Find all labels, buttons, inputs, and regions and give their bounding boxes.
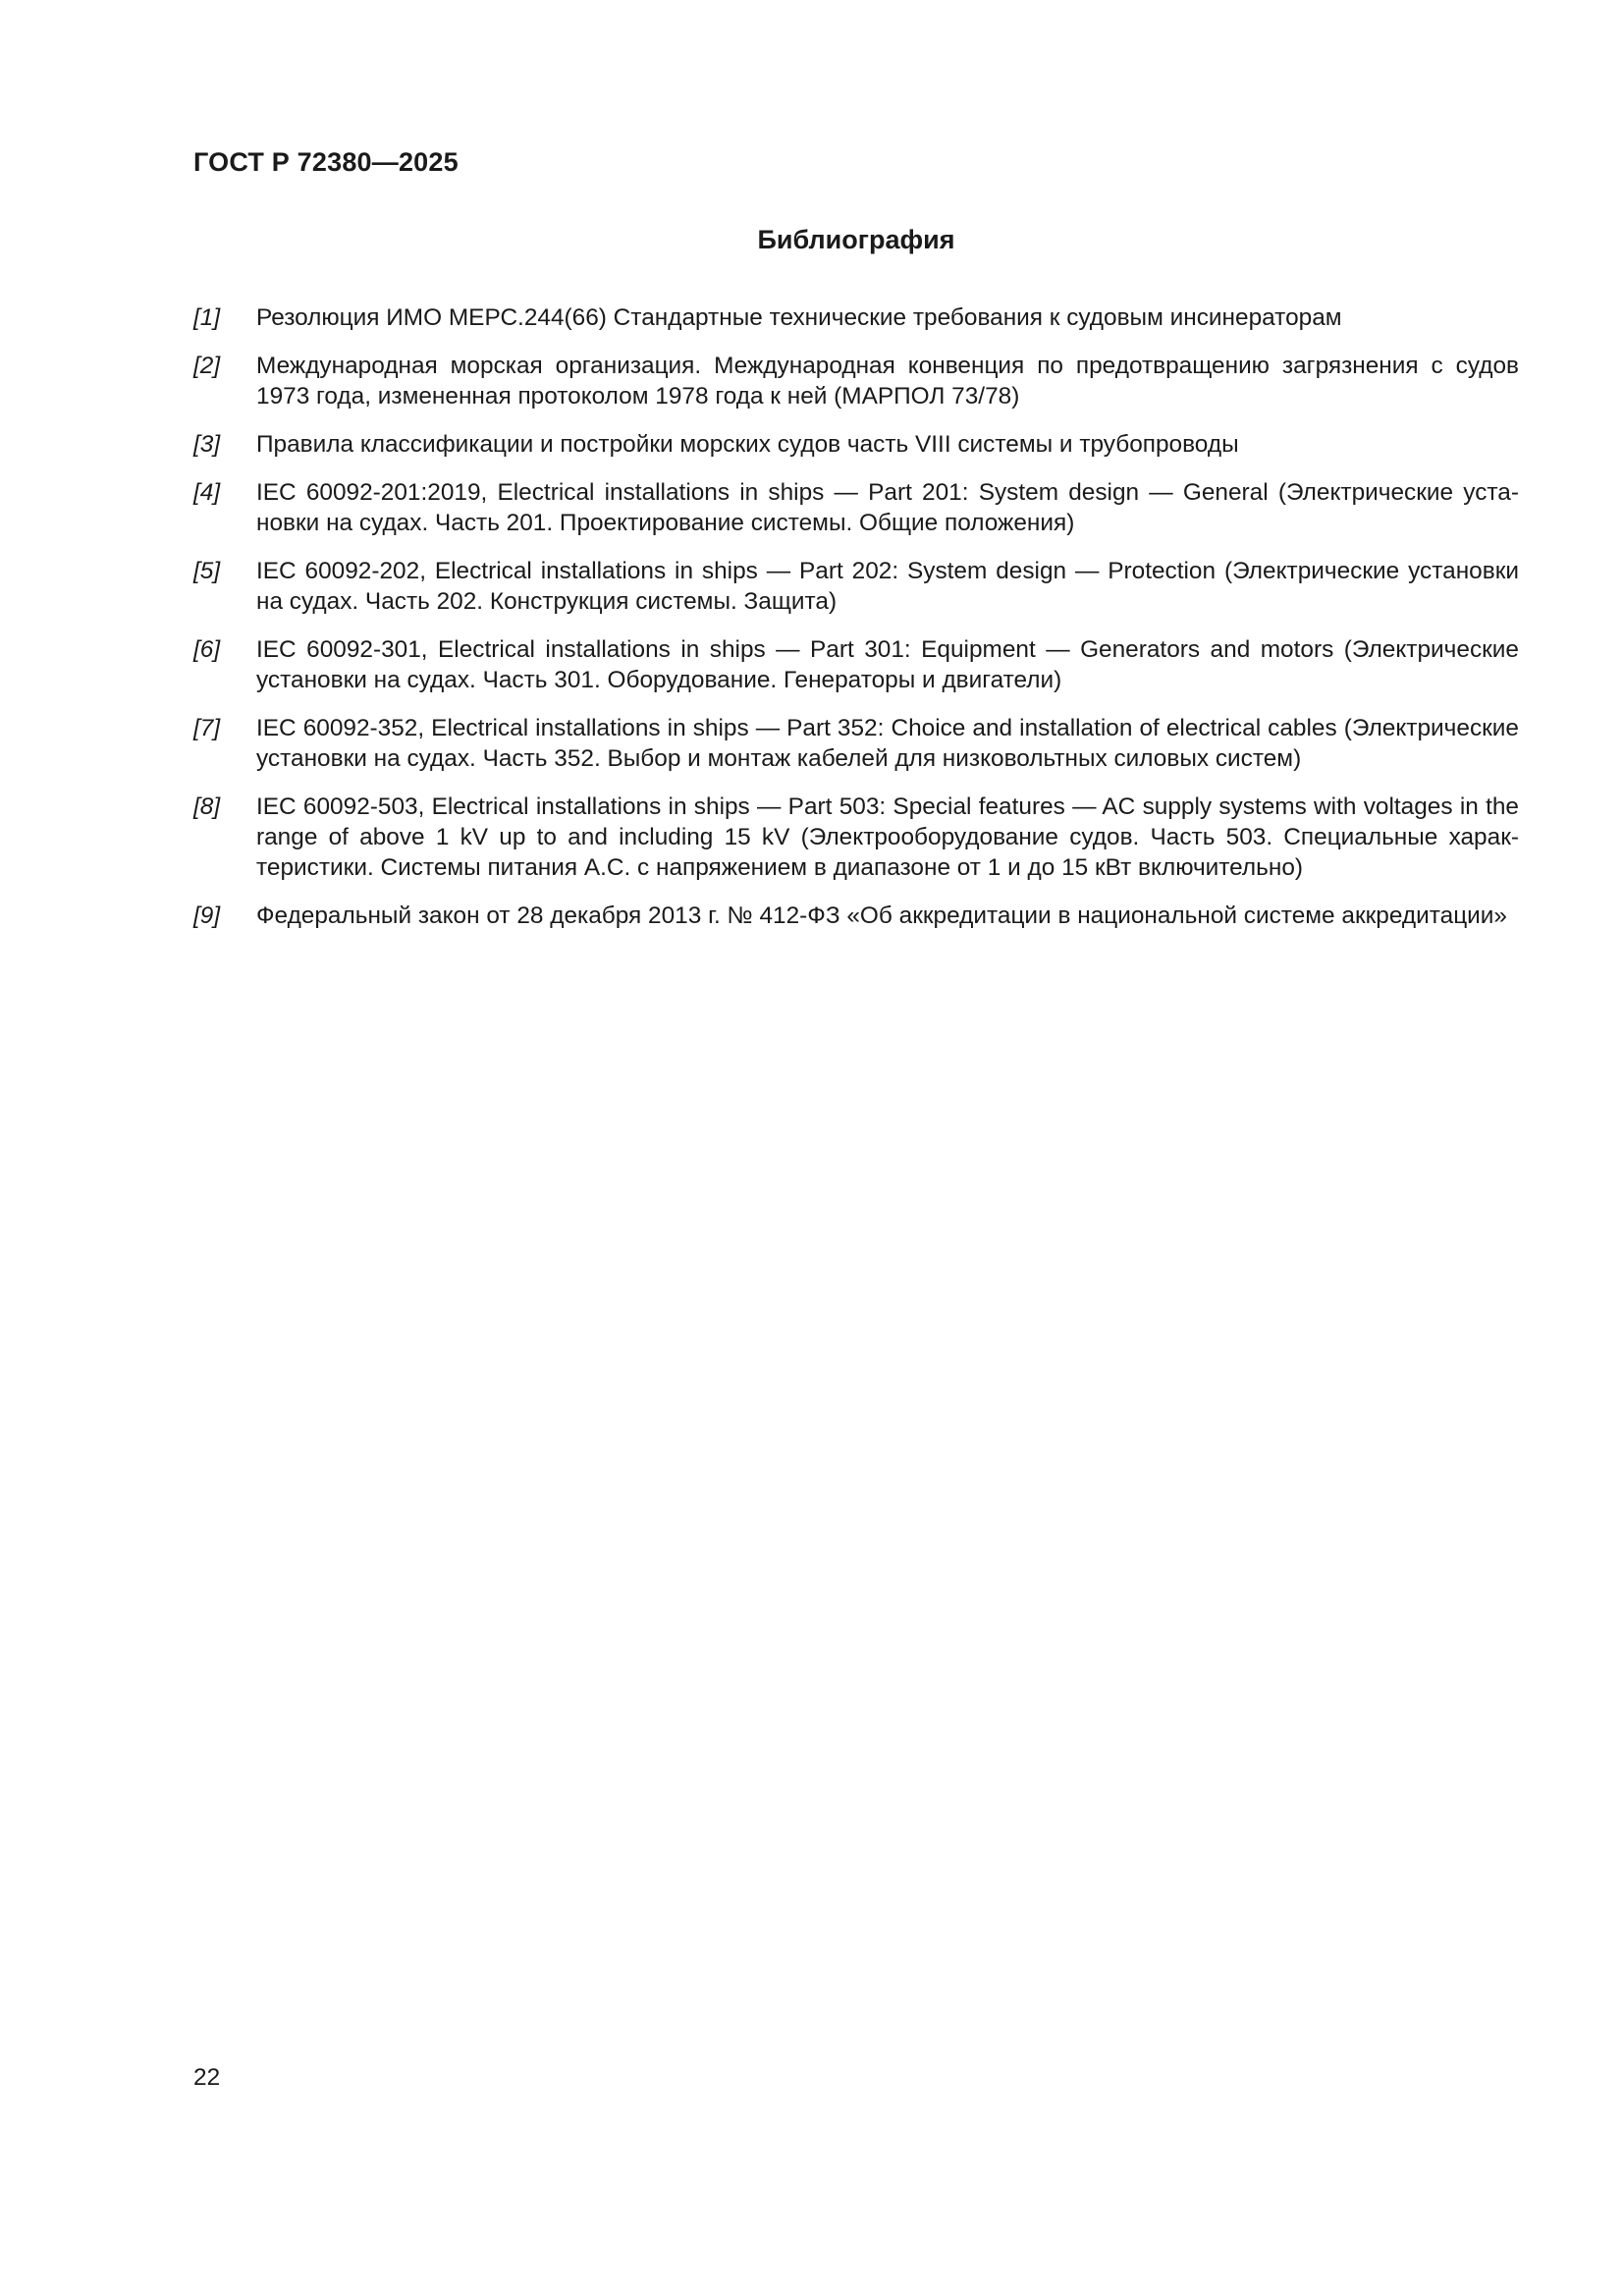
- reference-number: [5]: [193, 558, 221, 584]
- reference-text: Резолюция ИМО МЕРС.244(66) Стандартные технические требования к судовым инсинераторам: [256, 304, 1342, 331]
- reference-text: Правила классификации и постройки морских судов часть VIII системы и трубопроводы: [256, 431, 1239, 458]
- reference-text: IEC 60092-503, Electrical installations in ships — Part 503: Special features — AC supply systems with voltages in the range of above 1 kV up to and including 15 kV (Электрооборудование судов. Часть 503. Специальные характеристики. Системы питания А.С. с напряжением в диапазоне от 1 и до 15 кВт включительно): [256, 793, 1519, 881]
- reference-text: Международная морская организация. Международная конвенция по предотвращению загрязнения с судов 1973 года, измененная протоколом 1978 года к ней (МАРПОЛ 73/78): [256, 353, 1519, 410]
- bibliography-title: Библиография: [757, 225, 955, 254]
- bibliography-item-7: [193, 713, 1519, 774]
- reference-number: [7]: [193, 715, 221, 741]
- reference-text: IEC 60092-301, Electrical installations in ships — Part 301: Equipment — Generators and motors (Электрические установки на судах. Часть 301. Оборудование. Генераторы и двигатели): [256, 636, 1519, 693]
- reference-text: IEC 60092-201:2019, Electrical installations in ships — Part 201: System design — General (Электрические установки на судах. Часть 201. Проектирование системы. Общие положения): [256, 479, 1519, 536]
- bibliography-item-6: [193, 634, 1519, 695]
- bibliography-item-3: [193, 429, 1519, 460]
- reference-text: IEC 60092-352, Electrical installations in ships — Part 352: Choice and installation of electrical cables (Электрические установки на судах. Часть 352. Выбор и монтаж кабелей для низковольтных силовых систем): [256, 715, 1519, 772]
- bibliography-item-4: [193, 477, 1519, 538]
- reference-number: [1]: [193, 304, 221, 331]
- bibliography-list: [193, 302, 1519, 949]
- reference-number: [3]: [193, 431, 221, 458]
- bibliography-item-2: [193, 351, 1519, 411]
- reference-number: [8]: [193, 793, 221, 820]
- reference-text: Федеральный закон от 28 декабря 2013 г. № 412-ФЗ «Об аккредитации в национальной системе аккредитации»: [256, 902, 1507, 929]
- reference-number: [6]: [193, 636, 221, 663]
- reference-number: [9]: [193, 902, 221, 929]
- bibliography-item-5: [193, 556, 1519, 617]
- reference-number: [2]: [193, 353, 221, 379]
- bibliography-item-1: [193, 302, 1519, 333]
- page-number: 22: [193, 2064, 221, 2091]
- reference-number: [4]: [193, 479, 221, 506]
- reference-text: IEC 60092-202, Electrical installations in ships — Part 202: System design — Protection (Электрические установки на судах. Часть 202. Конструкция системы. Защита): [256, 558, 1519, 615]
- bibliography-item-9: [193, 901, 1519, 931]
- standard-code-header: ГОСТ Р 72380—2025: [193, 147, 459, 177]
- bibliography-item-8: [193, 792, 1519, 883]
